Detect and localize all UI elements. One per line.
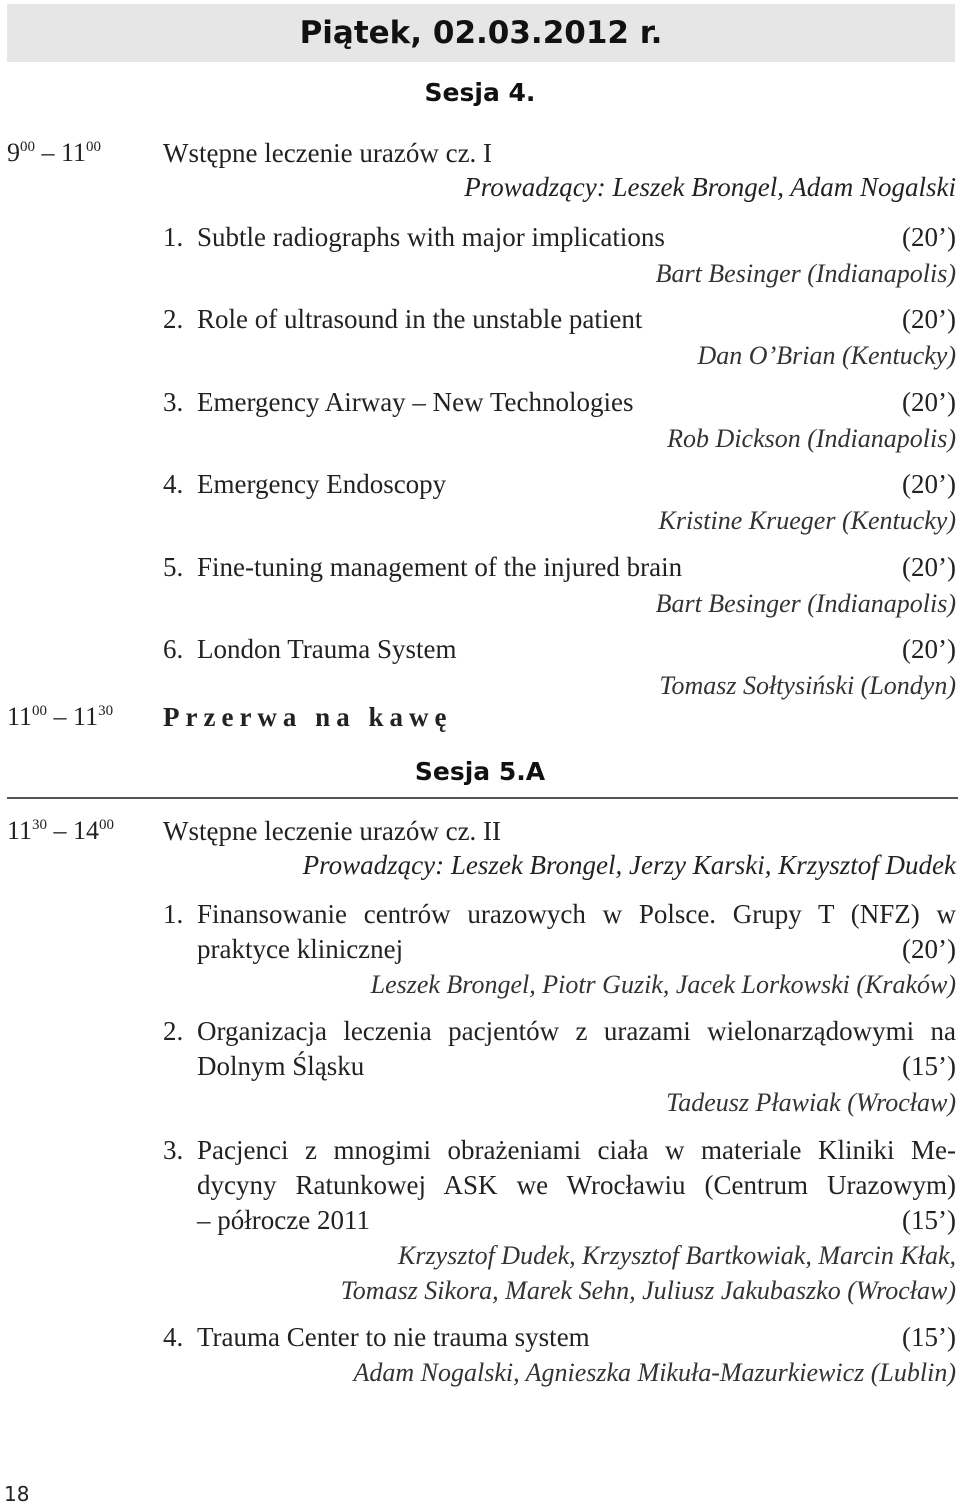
talk-speaker: Tomasz Sołtysiński (Londyn) — [659, 671, 956, 700]
session-4-moderators: Prowadzący: Leszek Brongel, Adam Nogalski — [464, 172, 956, 202]
header-title: Piątek, 02.03.2012 r. — [299, 15, 663, 51]
coffee-break-label: Przerwa na kawę — [163, 702, 453, 732]
talk-speaker: Tadeusz Pławiak (Wrocław) — [666, 1088, 956, 1117]
talk-item: 2. Role of ultrasound in the unstable patient (20’) — [163, 304, 956, 334]
talk-item: 3. Emergency Airway – New Technologies (20’) — [163, 387, 956, 417]
session-4-time: $9^{00} - 11^{00}$ — [7, 138, 102, 167]
break-time: $11^{00} - 11^{30}$ — [7, 702, 114, 731]
talk-speaker: Kristine Krueger (Kentucky) — [658, 506, 956, 535]
talk-item: 6. London Trauma System (20’) — [163, 634, 956, 664]
page-number: 18 — [4, 1482, 30, 1506]
talk-speaker: Leszek Brongel, Piotr Guzik, Jacek Lorkowski (Kraków) — [370, 970, 956, 999]
talk-speaker: Rob Dickson (Indianapolis) — [667, 424, 956, 453]
talk-speaker: Tomasz Sikora, Marek Sehn, Juliusz Jakubaszko (Wrocław) — [340, 1276, 956, 1305]
talk-item: 1. Subtle radiographs with major implications (20’) — [163, 222, 956, 252]
talk-speaker: Krzysztof Dudek, Krzysztof Bartkowiak, Marcin Kłak, — [397, 1241, 956, 1270]
talk-item: 3. Pacjenci z mnogimi obrażeniami ciała w materiale Kliniki Me- dycyny Ratunkowej ASK we Wrocławiu (Centrum Urazowym) – półrocze 2011 (15’) — [163, 1135, 956, 1235]
talk-item: 4. Emergency Endoscopy (20’) — [163, 469, 956, 499]
talk-item: 2. Organizacja leczenia pacjentów z urazami wielonarządowymi na Dolnym Śląsku (15’) — [163, 1016, 956, 1081]
session-4-label: Sesja 4. — [424, 78, 536, 107]
session-5a-moderators: Prowadzący: Leszek Brongel, Jerzy Karski, Krzysztof Dudek — [302, 850, 956, 880]
talk-item: 5. Fine-tuning management of the injured brain (20’) — [163, 552, 956, 582]
divider — [7, 797, 958, 799]
session-5a-title: Wstępne leczenie urazów cz. II — [163, 816, 502, 846]
session-4-title: Wstępne leczenie urazów cz. I — [163, 138, 493, 168]
page-header — [7, 4, 955, 62]
talk-speaker: Dan O’Brian (Kentucky) — [697, 341, 956, 370]
talk-speaker: Bart Besinger (Indianapolis) — [655, 259, 956, 288]
talk-speaker: Adam Nogalski, Agnieszka Mikuła-Mazurkiewicz (Lublin) — [353, 1358, 956, 1387]
session-5a-label: Sesja 5.A — [414, 757, 546, 786]
talk-speaker: Bart Besinger (Indianapolis) — [655, 589, 956, 618]
session-5a-time: $11^{30} - 14^{00}$ — [7, 816, 115, 845]
talk-item: 4. Trauma Center to nie trauma system (15’) — [163, 1322, 956, 1352]
talk-item: 1. Finansowanie centrów urazowych w Polsce. Grupy T (NFZ) w praktyce klinicznej (20’) — [163, 899, 956, 964]
